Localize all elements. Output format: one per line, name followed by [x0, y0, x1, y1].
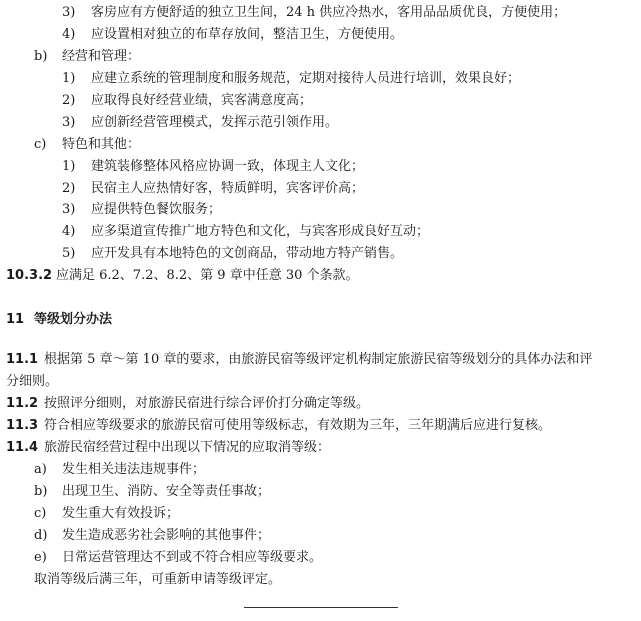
- item-label: b): [34, 484, 48, 499]
- clause-number: 11.4: [6, 440, 39, 455]
- list-item-text: 民宿主人应热情好客，特质鲜明，宾客评价高；: [91, 181, 365, 196]
- list-item-text: 应取得良好经营业绩，宾客满意度高；: [91, 93, 313, 108]
- list-item-text: 发生相关违法违规事件；: [62, 462, 206, 477]
- list-item-text: 客房应有方便舒适的独立卫生间，24 h 供应冷热水，客用品品质优良，方便使用；: [91, 5, 567, 20]
- list-item-text: 发生造成恶劣社会影响的其他事件；: [62, 528, 271, 543]
- section-title: 经营和管理：: [62, 49, 141, 64]
- clause-text: 旅游民宿经营过程中出现以下情况的应取消等级：: [44, 440, 331, 455]
- clause-number: 10.3.2: [6, 268, 53, 283]
- clause-number: 11.2: [6, 396, 39, 411]
- item-label: 5): [62, 246, 76, 261]
- section-number: 11: [6, 312, 25, 327]
- closing-text: 取消等级后满三年，可重新申请等级评定。: [34, 572, 282, 587]
- list-item-text: 建筑装修整体风格应协调一致，体现主人文化；: [91, 159, 365, 174]
- list-item-text: 出现卫生、消防、安全等责任事故；: [62, 484, 271, 499]
- item-label: c): [34, 506, 47, 521]
- item-label: 3): [62, 5, 76, 20]
- item-label: e): [34, 550, 47, 565]
- item-label: d): [34, 528, 48, 543]
- end-rule: [244, 607, 398, 608]
- section-label: b): [34, 49, 48, 64]
- list-item-text: 应开发具有本地特色的文创商品，带动地方特产销售。: [91, 246, 404, 261]
- item-label: 1): [62, 159, 76, 174]
- item-label: a): [34, 462, 47, 477]
- section-heading: 等级划分办法: [34, 312, 113, 327]
- section-label: c): [34, 137, 47, 152]
- item-label: 4): [62, 27, 76, 42]
- clause-number: 11.1: [6, 352, 39, 367]
- clause-text: 根据第 5 章～第 10 章的要求，由旅游民宿等级评定机构制定旅游民宿等级划分的具体办法和评: [44, 352, 593, 367]
- clause-text-continued: 分细则。: [6, 374, 59, 389]
- item-label: 3): [62, 115, 76, 130]
- list-item-text: 应多渠道宣传推广地方特色和文化，与宾客形成良好互动；: [91, 224, 430, 239]
- list-item-text: 发生重大有效投诉；: [62, 506, 180, 521]
- item-label: 2): [62, 93, 76, 108]
- item-label: 1): [62, 71, 76, 86]
- clause-number: 11.3: [6, 418, 39, 433]
- section-title: 特色和其他：: [62, 137, 141, 152]
- list-item-text: 应建立系统的管理制度和服务规范，定期对接待人员进行培训，效果良好；: [91, 71, 521, 86]
- clause-text: 应满足 6.2、7.2、8.2、第 9 章中任意 30 个条款。: [56, 268, 359, 283]
- clause-text: 按照评分细则，对旅游民宿进行综合评价打分确定等级。: [44, 396, 370, 411]
- list-item-text: 应提供特色餐饮服务；: [91, 202, 222, 217]
- list-item-text: 应设置相对独立的布草存放间，整洁卫生，方便使用。: [91, 27, 404, 42]
- item-label: 3): [62, 202, 76, 217]
- list-item-text: 日常运营管理达不到或不符合相应等级要求。: [62, 550, 323, 565]
- item-label: 4): [62, 224, 76, 239]
- clause-text: 符合相应等级要求的旅游民宿可使用等级标志，有效期为三年，三年期满后应进行复核。: [44, 418, 552, 433]
- list-item-text: 应创新经营管理模式，发挥示范引领作用。: [91, 115, 339, 130]
- item-label: 2): [62, 181, 76, 196]
